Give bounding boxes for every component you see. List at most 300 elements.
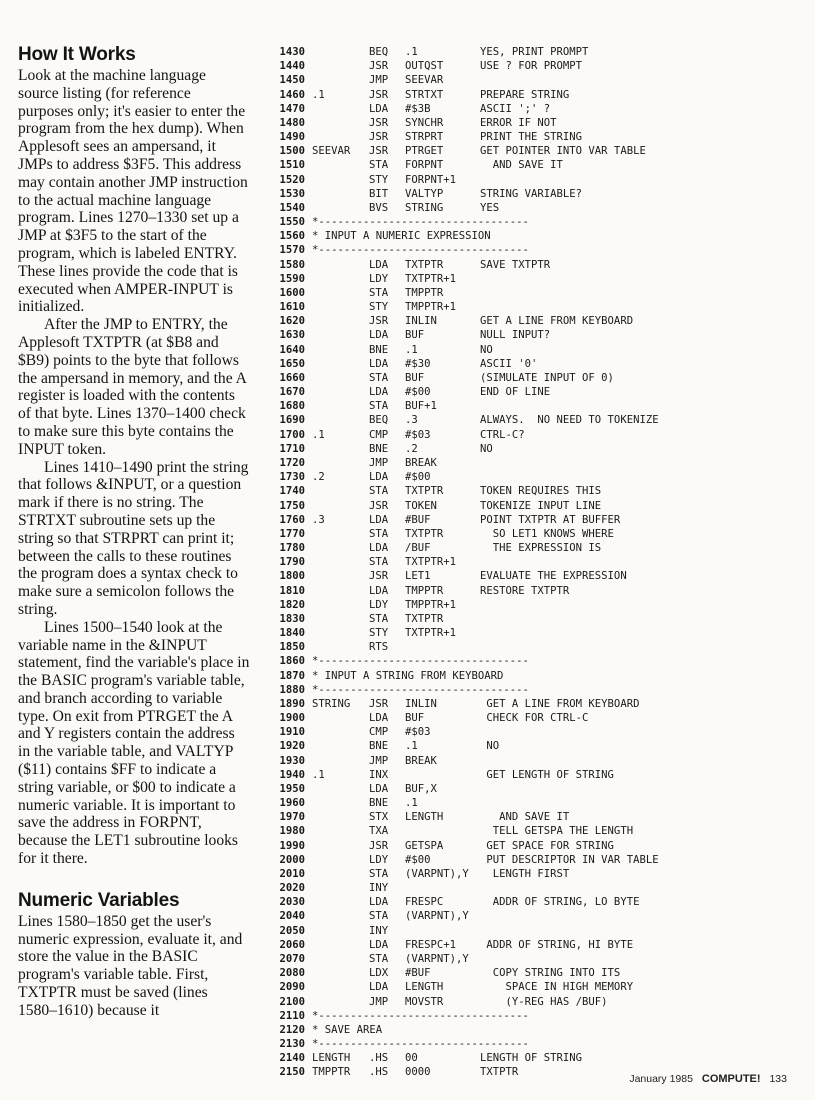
listing-line [271,103,811,117]
listing-ln: 1740 [279,485,305,498]
listing-ln: 1670 [279,386,305,399]
listing-op: LDY [369,598,389,611]
listing-cmt: PREPARE STRING [480,88,570,101]
listing-line [271,74,811,88]
listing-cmt: ERROR IF NOT [480,116,557,129]
listing-op: RTS [369,641,389,654]
listing-cmt: ASCII ';' ? [480,102,551,115]
listing-line [271,414,811,428]
listing-cmt: TOKENIZE INPUT LINE [480,499,602,512]
listing-arg: TMPPTR [405,584,444,597]
listing-op: LDA [369,542,389,555]
listing-op: LDA [369,102,389,115]
listing-lbl: .3 [312,513,325,526]
section-heading-how-it-works: How It Works [18,44,136,65]
listing-rest: *--------------------------------- [312,1009,529,1022]
listing-arg: #$30 [405,357,431,370]
listing-line [271,485,811,499]
listing-ln: 2040 [279,910,305,923]
listing-arg: #$00 [405,471,431,484]
listing-line [271,726,811,740]
listing-line [271,755,811,769]
listing-ln: 1700 [279,428,305,441]
listing-line [271,273,811,287]
listing-op: BEQ [369,46,389,58]
listing-cmt: NO [480,442,493,455]
listing-op: LDA [369,712,389,725]
listing-ln: 1720 [279,456,305,469]
listing-line [271,429,811,443]
listing-line [271,202,811,216]
listing-arg: .2 [405,442,418,455]
listing-arg: MOVSTR [405,995,444,1008]
listing-arg: TXTPTR+1 [405,272,457,285]
listing-ln: 1570 [279,244,305,257]
listing-rest: * INPUT A NUMERIC EXPRESSION [312,230,491,243]
listing-op: JSR [369,697,389,710]
listing-ln: 1860 [279,655,305,668]
listing-lbl: SEEVAR [312,145,351,158]
listing-cmt: ASCII '0' [480,357,538,370]
listing-ln: 1990 [279,839,305,852]
listing-line [271,514,811,528]
listing-op: BVS [369,201,389,214]
listing-op: JSR [369,570,389,583]
listing-line [271,670,811,684]
listing-ln: 1880 [279,683,305,696]
listing-ln: 1760 [279,513,305,526]
listing-line [271,89,811,103]
listing-op: BNE [369,343,389,356]
listing-op: STY [369,627,389,640]
listing-line [271,244,811,258]
listing-ln: 2100 [279,995,305,1008]
listing-ln: 1550 [279,216,305,229]
listing-ln: 2050 [279,924,305,937]
listing-rest: *--------------------------------- [312,216,529,229]
listing-line [271,1010,811,1024]
listing-ln: 1640 [279,343,305,356]
article-paragraph: Lines 1500–1540 look at the variable name in the &INPUT statement, find the variable's place in the BASIC program's variable table, and branch according to variable type. On exit from PTRGET the A and Y registers contain the address in the variable table, and VALTYP ($11) contains $FF to indicate a string variable, or $00 to indicate a numeric variable. It is important to save the address in FORPNT, because the LET1 subroutine looks for it there. [18,618,250,868]
listing-lbl: STRING [312,697,351,710]
listing-op: BIT [369,187,389,200]
listing-arg: BUF,X [405,782,437,795]
page-number: 133 [769,1073,787,1085]
listing-cmt: YES, PRINT PROMPT [480,46,589,58]
listing-ln: 2140 [279,1052,305,1065]
listing-arg: BUF+1 [405,400,437,413]
listing-op: JSR [369,88,389,101]
listing-ln: 1840 [279,627,305,640]
listing-line [271,811,811,825]
listing-line [271,443,811,457]
listing-ln: 1500 [279,145,305,158]
listing-ln: 1600 [279,286,305,299]
issue-date: January 1985 [629,1073,693,1085]
listing-op: JMP [369,754,389,767]
listing-cmt: GET POINTER INTO VAR TABLE [480,145,646,158]
listing-line [271,145,811,159]
listing-op: JMP [369,74,389,87]
listing-arg: (VARPNT),Y [405,953,469,965]
magazine-name: COMPUTE! [701,1073,761,1085]
listing-op: STA [369,556,389,569]
listing-op: TXA [369,825,389,838]
listing-ln: 1930 [279,754,305,767]
listing-arg: TXTPTR+1 [405,627,457,640]
listing-line [271,259,811,273]
listing-op: LDA [369,471,389,484]
listing-ln: 2120 [279,1023,305,1036]
listing-line [271,684,811,698]
listing-line [271,159,811,173]
listing-op: STX [369,811,389,824]
listing-arg: TXTPTR [405,612,444,625]
listing-cmt: STRING VARIABLE? [480,187,583,200]
listing-op: JSR [369,116,389,129]
listing-line [271,613,811,627]
listing-arg: LENGTH [405,811,444,824]
listing-arg: STRING [405,201,444,214]
listing-arg: #$03 [405,726,431,739]
listing-line [271,1024,811,1038]
listing-arg: .3 [405,414,418,427]
listing-cmt: END OF LINE [480,386,551,399]
listing-cmt: RESTORE TXTPTR [480,584,570,597]
listing-arg: SEEVAR [405,74,444,87]
listing-ln: 1660 [279,371,305,384]
listing-ln: 1910 [279,726,305,739]
listing-cmt: COPY STRING INTO ITS [480,967,621,980]
listing-line [271,386,811,400]
listing-op: BNE [369,740,389,753]
listing-op: INX [369,768,389,781]
listing-cmt: AND SAVE IT [480,159,563,172]
listing-arg: VALTYP [405,187,444,200]
listing-op: STA [369,910,389,923]
listing-op: STY [369,173,389,186]
listing-arg: (VARPNT),Y [405,910,469,923]
listing-line [271,882,811,896]
listing-arg: INLIN [405,315,437,328]
listing-line [271,740,811,754]
listing-cmt: AND SAVE IT [480,811,570,824]
article-paragraph: Look at the machine language source listing (for reference purposes only; it's easier to enter the program from the hex dump). When Applesoft sees an ampersand, it JMPs to address $3F5. This address may contain another JMP instruction to the actual machine language program. Lines 1270–1330 set up a JMP at $3F5 to the start of the program, which is labeled ENTRY. These lines provide the code that is executed when AMPER-INPUT is initialized. [18,67,248,316]
listing-line [271,400,811,414]
listing-ln: 1790 [279,556,305,569]
listing-op: BNE [369,797,389,810]
listing-cmt: PUT DESCRIPTOR IN VAR TABLE [480,853,659,866]
listing-arg: FRESPC+1 [405,938,457,951]
listing-ln: 1630 [279,329,305,342]
listing-cmt: GET A LINE FROM KEYBOARD [480,315,634,328]
listing-op: JSR [369,145,389,158]
listing-line [271,117,811,131]
listing-cmt: ADDR OF STRING, HI BYTE [480,938,634,951]
listing-rest: *--------------------------------- [312,655,529,668]
listing-op: LDA [369,258,389,271]
listing-line [271,854,811,868]
listing-arg: TXTPTR [405,258,444,271]
listing-cmt: ADDR OF STRING, LO BYTE [480,896,640,909]
listing-arg: #$3B [405,102,431,115]
listing-op: STA [369,527,389,540]
listing-line [271,1038,811,1052]
listing-cmt: TELL GETSPA THE LENGTH [480,825,634,838]
listing-op: STA [369,612,389,625]
listing-ln: 1650 [279,357,305,370]
listing-arg: TMPPTR [405,286,444,299]
listing-cmt: GET SPACE FOR STRING [480,839,614,852]
listing-ln: 1710 [279,442,305,455]
listing-line [271,868,811,882]
listing-ln: 2030 [279,896,305,909]
listing-line [271,840,811,854]
listing-ln: 1440 [279,60,305,73]
listing-line [271,528,811,542]
listing-cmt: USE ? FOR PROMPT [480,60,583,73]
listing-ln: 1800 [279,570,305,583]
article-paragraph: Lines 1410–1490 print the string that follows &INPUT, or a question mark if there is no string. The STRTXT subroutine sets up the string so that STRPRT can print it; between the calls to these routines the program does a syntax check to make sure a semicolon follows the string. [18,458,249,618]
listing-op: CMP [369,726,389,739]
listing-ln: 1830 [279,612,305,625]
listing-ln: 2080 [279,967,305,980]
listing-op: LDY [369,272,389,285]
listing-arg: BUF [405,371,425,384]
listing-ln: 1610 [279,301,305,314]
listing-op: BNE [369,442,389,455]
listing-cmt: PRINT THE STRING [480,131,583,144]
listing-ln: 1820 [279,598,305,611]
listing-ln: 1920 [279,740,305,753]
listing-op: INY [369,924,389,937]
listing-line [271,967,811,981]
listing-arg: INLIN [405,697,437,710]
listing-line [271,896,811,910]
listing-arg: TOKEN [405,499,437,512]
listing-arg: TXTPTR+1 [405,556,457,569]
listing-line [271,910,811,924]
listing-arg: BREAK [405,754,437,767]
listing-cmt: (Y-REG HAS /BUF) [480,995,608,1008]
listing-arg: #$00 [405,386,431,399]
listing-arg: TXTPTR [405,485,444,498]
listing-op: LDA [369,938,389,951]
listing-ln: 1770 [279,527,305,540]
listing-line [271,939,811,953]
listing-arg: FORPNT+1 [405,173,457,186]
listing-line [271,641,811,655]
listing-op: CMP [369,428,389,441]
listing-arg: #BUF [405,513,431,526]
listing-ln: 1540 [279,201,305,214]
listing-cmt: CTRL-C? [480,428,525,441]
listing-rest: *--------------------------------- [312,1038,529,1051]
listing-arg: GETSPA [405,839,444,852]
listing-arg: TMPPTR+1 [405,301,457,314]
listing-op: LDA [369,896,389,909]
listing-line [271,556,811,570]
listing-op: JSR [369,315,389,328]
listing-arg: TMPPTR+1 [405,598,457,611]
listing-ln: 1680 [279,400,305,413]
listing-rest: *--------------------------------- [312,244,529,257]
listing-op: LDA [369,584,389,597]
listing-op: STA [369,953,389,965]
listing-arg: LET1 [405,570,431,583]
listing-arg: STRPRT [405,131,444,144]
listing-cmt: LENGTH OF STRING [480,1052,583,1065]
listing-line [271,797,811,811]
listing-op: STA [369,159,389,172]
listing-cmt: LENGTH FIRST [480,867,570,880]
listing-op: .HS [369,1052,389,1065]
listing-op: JMP [369,456,389,469]
listing-op: LDA [369,981,389,994]
listing-line [271,698,811,712]
listing-op: LDX [369,967,389,980]
listing-line [271,981,811,995]
listing-op: LDA [369,782,389,795]
listing-line [271,216,811,230]
listing-op: STA [369,485,389,498]
listing-op: STA [369,371,389,384]
listing-ln: 1580 [279,258,305,271]
listing-ln: 1470 [279,102,305,115]
listing-ln: 1750 [279,499,305,512]
listing-ln: 1590 [279,272,305,285]
listing-ln: 2000 [279,853,305,866]
listing-arg: BREAK [405,456,437,469]
listing-line [271,188,811,202]
page-footer [629,1073,787,1085]
listing-ln: 1850 [279,641,305,654]
section-heading-numeric-variables: Numeric Variables [18,889,180,911]
listing-cmt: THE EXPRESSION IS [480,542,602,555]
listing-arg: FORPNT [405,159,444,172]
listing-cmt: TOKEN REQUIRES THIS [480,485,602,498]
listing-cmt: (SIMULATE INPUT OF 0) [480,371,614,384]
listing-ln: 1490 [279,131,305,144]
listing-line [271,1052,811,1066]
listing-line [271,131,811,145]
listing-line [271,783,811,797]
listing-line [271,46,811,60]
listing-ln: 2110 [279,1009,305,1022]
listing-line [271,953,811,967]
listing-line [271,825,811,839]
listing-rest: * INPUT A STRING FROM KEYBOARD [312,669,504,682]
listing-ln: 1460 [279,88,305,101]
listing-ln: 1560 [279,230,305,243]
article-column [18,44,250,1020]
listing-lbl: LENGTH [312,1052,351,1065]
listing-line [271,358,811,372]
listing-cmt: GET A LINE FROM KEYBOARD [480,697,640,710]
listing-line [271,542,811,556]
listing-line [271,329,811,343]
listing-ln: 1980 [279,825,305,838]
listing-line [271,712,811,726]
listing-arg: 00 [405,1052,418,1065]
article-paragraph: After the JMP to ENTRY, the Applesoft TXTPTR (at $B8 and $B9) points to the byte that follows the ampersand in memory, and the A register is loaded with the contents of that byte. Lines 1370–1400 check to make sure this byte contains the INPUT token. [18,316,247,458]
listing-arg: #$03 [405,428,431,441]
listing-ln: 2070 [279,953,305,965]
listing-ln: 1620 [279,315,305,328]
listing-line [271,599,811,613]
listing-rest: * SAVE AREA [312,1023,383,1036]
listing-op: STA [369,867,389,880]
listing-ln: 2130 [279,1038,305,1051]
listing-ln: 1890 [279,697,305,710]
listing-line [271,301,811,315]
listing-line [271,500,811,514]
listing-cmt: POINT TXTPTR AT BUFFER [480,513,621,526]
listing-line [271,585,811,599]
article-paragraph: Lines 1580–1850 get the user's numeric expression, evaluate it, and store the value in the BASIC program's variable table. First, TXTPTR must be saved (lines 1580–1610) because it [18,912,243,1019]
listing-op: STA [369,400,389,413]
listing-ln: 1730 [279,471,305,484]
listing-line [271,627,811,641]
listing-line [271,769,811,783]
listing-ln: 1430 [279,46,305,58]
listing-line [271,60,811,74]
listing-op: BEQ [369,414,389,427]
listing-ln: 2150 [279,1066,305,1079]
listing-cmt: SO LET1 KNOWS WHERE [480,527,614,540]
listing-ln: 1450 [279,74,305,87]
listing-op: JSR [369,60,389,73]
listing-line [271,996,811,1010]
listing-arg: .1 [405,797,418,810]
listing-ln: 2020 [279,882,305,895]
listing-line [271,372,811,386]
listing-line [271,457,811,471]
listing-cmt: NULL INPUT? [480,329,551,342]
listing-op: LDA [369,329,389,342]
listing-cmt: YES [480,201,500,214]
source-listing [271,46,811,1081]
listing-op: STA [369,286,389,299]
listing-line [271,344,811,358]
listing-ln: 1510 [279,159,305,172]
listing-op: LDA [369,513,389,526]
listing-cmt: SPACE IN HIGH MEMORY [480,981,634,994]
listing-op: INY [369,882,389,895]
listing-line [271,315,811,329]
listing-arg: .1 [405,343,418,356]
listing-ln: 2010 [279,867,305,880]
listing-ln: 1810 [279,584,305,597]
listing-ln: 2090 [279,981,305,994]
listing-arg: SYNCHR [405,116,444,129]
listing-rest: *--------------------------------- [312,683,529,696]
listing-arg: BUF [405,329,425,342]
listing-op: .HS [369,1066,389,1079]
listing-line [271,655,811,669]
listing-cmt: GET LENGTH OF STRING [480,768,614,781]
listing-op: LDA [369,386,389,399]
listing-arg: LENGTH [405,981,444,994]
listing-cmt: TXTPTR [480,1066,519,1079]
listing-ln: 1480 [279,116,305,129]
listing-ln: 1900 [279,712,305,725]
listing-op: JSR [369,499,389,512]
listing-ln: 1520 [279,173,305,186]
listing-arg: .1 [405,46,418,58]
listing-arg: OUTQST [405,60,444,73]
listing-arg: STRTXT [405,88,444,101]
